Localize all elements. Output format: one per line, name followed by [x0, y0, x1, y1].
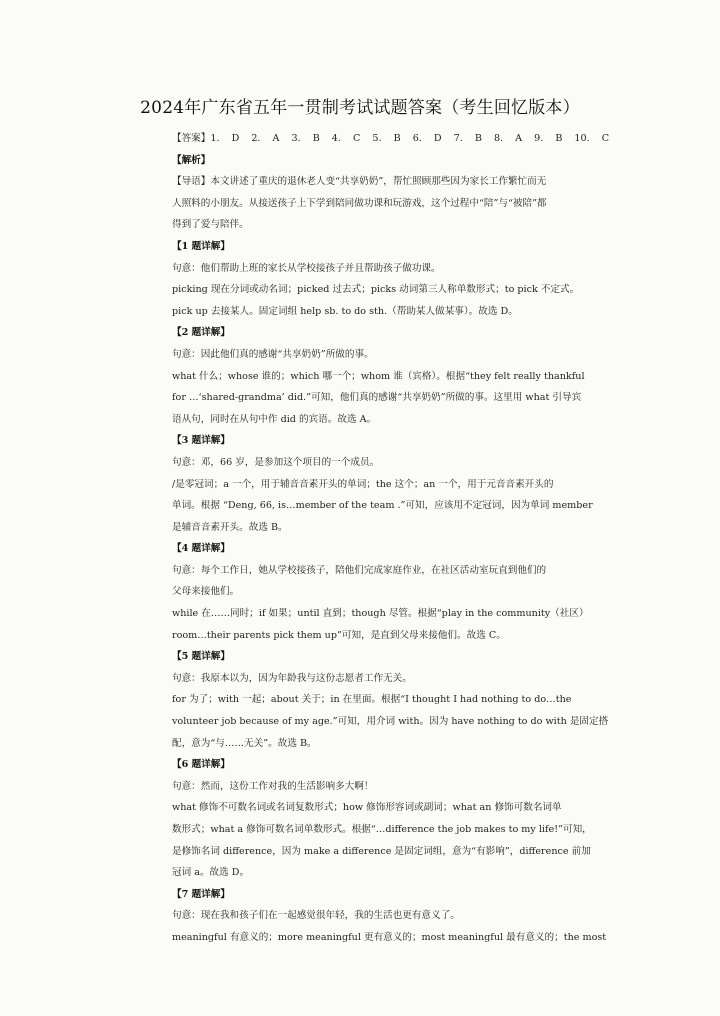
section-line: 句意：邓，66 岁，是参加这个项目的一个成员。 — [172, 456, 380, 468]
document-title: 2024年广东省五年一贯制考试试题答案（考生回忆版本） — [140, 98, 580, 118]
section-line: 句意：他们帮助上班的家长从学校接孩子并且帮助孩子做功课。 — [172, 262, 441, 274]
intro-line: 得到了爱与陪伴。 — [172, 219, 249, 231]
section-line: 是修饰名词 difference，因为 make a difference 是固定词组，意为“有影响”，difference 前加 — [172, 845, 591, 857]
section-heading-5: 【5 题详解】 — [172, 651, 230, 663]
section-line: /是零冠词；a 一个，用于辅音音素开头的单词；the 这个；an 一个，用于元音音素开头的 — [172, 478, 554, 490]
section-heading-2: 【2 题详解】 — [172, 327, 230, 339]
section-line: meaningful 有意义的；more meaningful 更有意义的；most meaningful 最有意义的；the most — [172, 931, 607, 943]
section-line: 父母来接他们。 — [172, 586, 240, 598]
section-line: 句意：每个工作日，她从学校接孩子，陪他们完成家庭作业，在社区活动室玩直到他们的 — [172, 564, 547, 576]
section-heading-4: 【4 题详解】 — [172, 543, 230, 555]
section-line: for …‘shared-grandma’ did.”可知，他们真的感谢“共享奶奶”所做的事。这里用 what 引导宾 — [172, 392, 582, 404]
section-line: 句意：然而，这份工作对我的生活影响多大啊！ — [172, 780, 374, 792]
section-line: 句意：我原本以为，因为年龄我与这份志愿者工作无关。 — [172, 672, 412, 684]
answer-key-line — [172, 128, 610, 150]
section-line: what 什么；whose 谁的；which 哪一个；whom 谁（宾格）。根据“they felt really thankful — [172, 370, 585, 382]
section-line: 是辅音音素开头。故选 B。 — [172, 521, 288, 533]
section-heading-3: 【3 题详解】 — [172, 435, 230, 447]
section-line: 数形式；what a 修饰可数名词单数形式。根据“…difference the job makes to my life!”可知， — [172, 824, 592, 835]
section-line: 配，意为“与……无关”。故选 B。 — [172, 737, 317, 749]
section-line: pick up 去接某人。固定词组 help sb. to do sth.（帮助某人做某事）。故选 D。 — [172, 305, 518, 317]
section-heading-7: 【7 题详解】 — [172, 888, 230, 900]
section-heading-1: 【1 题详解】 — [172, 240, 230, 252]
answers-label: 【答案】 — [172, 133, 211, 144]
answers-list: 1. D 2. A 3. B 4. C 5. B 6. D 7. B 8. A 9. B 10. C — [210, 133, 610, 144]
intro-line: 人照料的小朋友。从接送孩子上下学到陪同做功课和玩游戏，这个过程中“陪”与“被陪”都 — [172, 197, 547, 209]
section-line: 单词。根据 “Deng, 66, is…member of the team .”可知，应该用不定冠词，因为单词 member — [172, 500, 593, 512]
section-line: while 在……同时；if 如果；until 直到；though 尽管。根据“play in the community（社区） — [172, 608, 589, 620]
answer-content — [172, 128, 610, 949]
analysis-heading: 【解析】 — [172, 154, 211, 166]
section-line: 句意：因此他们真的感谢“共享奶奶”所做的事。 — [172, 348, 374, 360]
section-line: 句意：现在我和孩子们在一起感觉很年轻，我的生活也更有意义了。 — [172, 910, 460, 922]
section-line: 冠词 a。故选 D。 — [172, 867, 250, 879]
section-line: volunteer job because of my age.”可知，用介词 with。因为 have nothing to do with 是固定搭 — [172, 716, 609, 728]
section-line: what 修饰不可数名词或名词复数形式；how 修饰形容词或副词；what an 修饰可数名词单 — [172, 802, 562, 814]
section-line: for 为了；with 一起；about 关于；in 在里面。根据“I thought I had nothing to do…the — [172, 694, 572, 706]
section-heading-6: 【6 题详解】 — [172, 759, 230, 771]
section-line: 语从句，同时在从句中作 did 的宾语。故选 A。 — [172, 413, 377, 425]
section-line: picking 现在分词或动名词；picked 过去式；picks 动词第三人称单数形式；to pick 不定式。 — [172, 284, 580, 296]
intro-line: 【导语】本文讲述了重庆的退休老人变“共享奶奶”，帮忙照顾那些因为家长工作繁忙而无 — [172, 176, 547, 188]
section-line: room…their parents pick them up”可知，是直到父母来接他们。故选 C。 — [172, 629, 506, 641]
